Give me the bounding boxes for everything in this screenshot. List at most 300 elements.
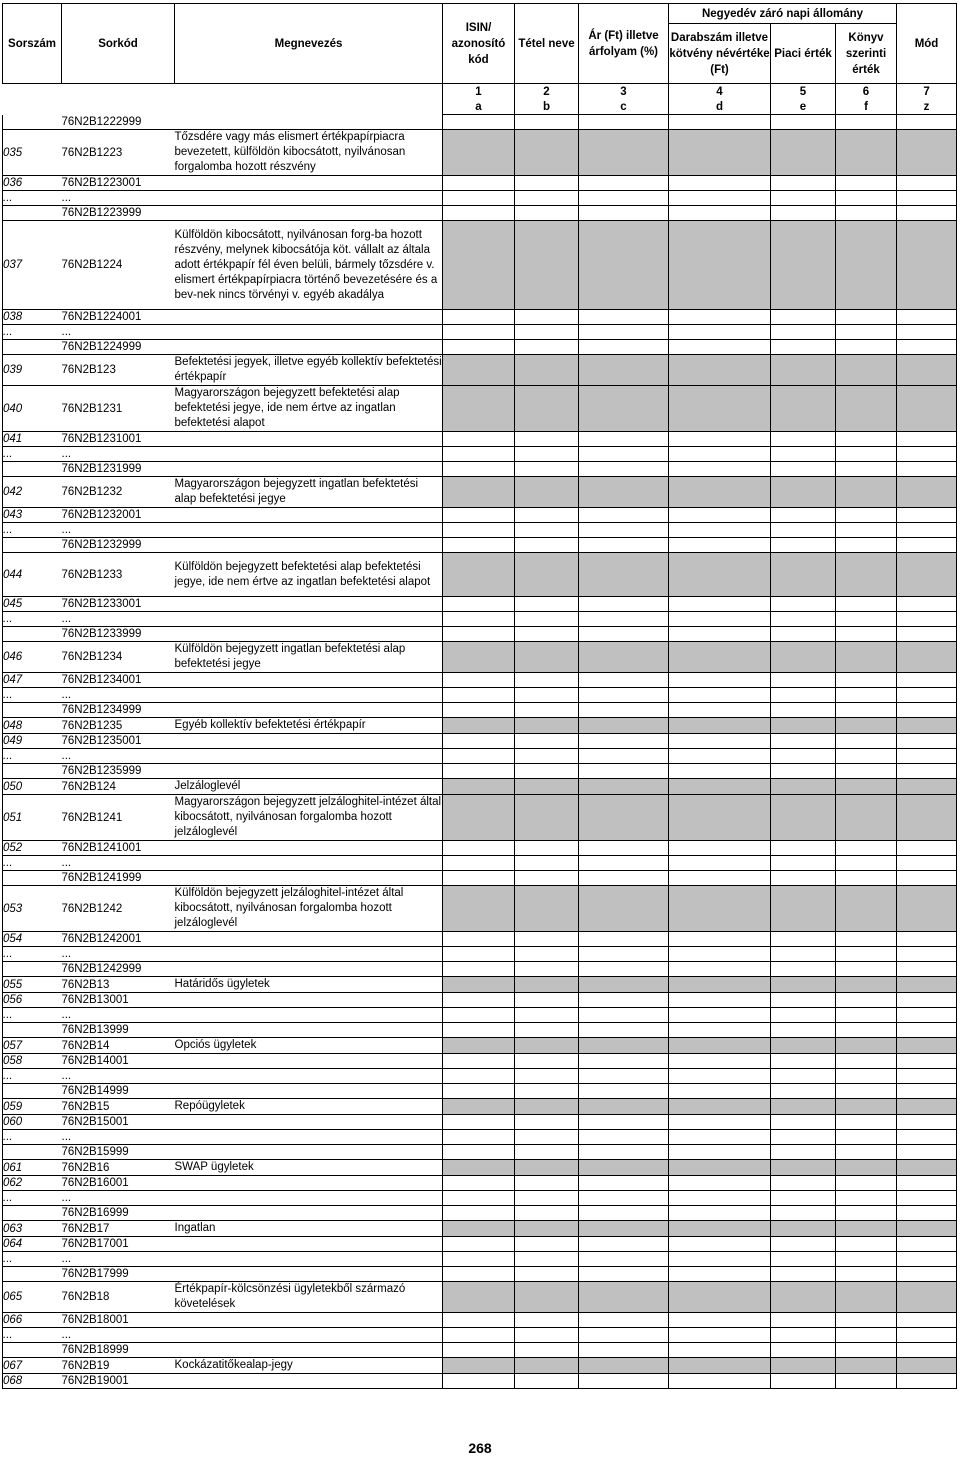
shaded-cell[interactable]	[579, 1160, 669, 1176]
input-cell[interactable]	[669, 538, 771, 553]
input-cell[interactable]	[897, 115, 957, 130]
shaded-cell[interactable]	[515, 1038, 579, 1054]
input-cell[interactable]	[515, 310, 579, 325]
input-cell[interactable]	[515, 432, 579, 447]
input-cell[interactable]	[443, 462, 515, 477]
shaded-cell[interactable]	[515, 386, 579, 432]
shaded-cell[interactable]	[836, 1221, 897, 1237]
input-cell[interactable]	[579, 1343, 669, 1358]
input-cell[interactable]	[515, 325, 579, 340]
input-cell[interactable]	[669, 1237, 771, 1252]
shaded-cell[interactable]	[443, 642, 515, 673]
shaded-cell[interactable]	[515, 718, 579, 734]
shaded-cell[interactable]	[669, 779, 771, 795]
input-cell[interactable]	[579, 310, 669, 325]
input-cell[interactable]	[771, 627, 836, 642]
input-cell[interactable]	[515, 538, 579, 553]
shaded-cell[interactable]	[669, 1038, 771, 1054]
shaded-cell[interactable]	[669, 642, 771, 673]
input-cell[interactable]	[515, 1252, 579, 1267]
shaded-cell[interactable]	[515, 977, 579, 993]
shaded-cell[interactable]	[579, 386, 669, 432]
input-cell[interactable]	[669, 932, 771, 947]
input-cell[interactable]	[897, 612, 957, 627]
input-cell[interactable]	[669, 703, 771, 718]
input-cell[interactable]	[515, 1374, 579, 1389]
input-cell[interactable]	[579, 1267, 669, 1282]
input-cell[interactable]	[897, 538, 957, 553]
input-cell[interactable]	[443, 1054, 515, 1069]
shaded-cell[interactable]	[836, 977, 897, 993]
input-cell[interactable]	[579, 993, 669, 1008]
input-cell[interactable]	[897, 962, 957, 977]
input-cell[interactable]	[897, 734, 957, 749]
input-cell[interactable]	[897, 749, 957, 764]
input-cell[interactable]	[669, 447, 771, 462]
input-cell[interactable]	[443, 1237, 515, 1252]
input-cell[interactable]	[579, 597, 669, 612]
input-cell[interactable]	[579, 462, 669, 477]
input-cell[interactable]	[836, 115, 897, 130]
input-cell[interactable]	[897, 841, 957, 856]
input-cell[interactable]	[669, 206, 771, 221]
input-cell[interactable]	[443, 1130, 515, 1145]
input-cell[interactable]	[443, 1023, 515, 1038]
input-cell[interactable]	[669, 688, 771, 703]
shaded-cell[interactable]	[669, 1282, 771, 1313]
input-cell[interactable]	[515, 340, 579, 355]
shaded-cell[interactable]	[443, 1160, 515, 1176]
input-cell[interactable]	[443, 115, 515, 130]
input-cell[interactable]	[836, 993, 897, 1008]
input-cell[interactable]	[515, 1313, 579, 1328]
shaded-cell[interactable]	[771, 355, 836, 386]
input-cell[interactable]	[771, 115, 836, 130]
input-cell[interactable]	[579, 1084, 669, 1099]
input-cell[interactable]	[443, 856, 515, 871]
input-cell[interactable]	[515, 206, 579, 221]
input-cell[interactable]	[515, 1237, 579, 1252]
input-cell[interactable]	[579, 340, 669, 355]
shaded-cell[interactable]	[836, 1282, 897, 1313]
shaded-cell[interactable]	[669, 1099, 771, 1115]
input-cell[interactable]	[771, 612, 836, 627]
shaded-cell[interactable]	[897, 1358, 957, 1374]
input-cell[interactable]	[443, 734, 515, 749]
shaded-cell[interactable]	[836, 1358, 897, 1374]
input-cell[interactable]	[897, 340, 957, 355]
input-cell[interactable]	[579, 1054, 669, 1069]
shaded-cell[interactable]	[515, 779, 579, 795]
shaded-cell[interactable]	[443, 1221, 515, 1237]
input-cell[interactable]	[771, 871, 836, 886]
input-cell[interactable]	[515, 1176, 579, 1191]
input-cell[interactable]	[579, 673, 669, 688]
input-cell[interactable]	[515, 947, 579, 962]
input-cell[interactable]	[443, 447, 515, 462]
input-cell[interactable]	[579, 1191, 669, 1206]
input-cell[interactable]	[669, 462, 771, 477]
input-cell[interactable]	[897, 627, 957, 642]
input-cell[interactable]	[669, 962, 771, 977]
input-cell[interactable]	[515, 841, 579, 856]
shaded-cell[interactable]	[669, 477, 771, 508]
input-cell[interactable]	[771, 1145, 836, 1160]
input-cell[interactable]	[669, 115, 771, 130]
input-cell[interactable]	[579, 749, 669, 764]
shaded-cell[interactable]	[579, 779, 669, 795]
shaded-cell[interactable]	[897, 130, 957, 176]
input-cell[interactable]	[897, 1176, 957, 1191]
input-cell[interactable]	[443, 310, 515, 325]
input-cell[interactable]	[443, 1313, 515, 1328]
input-cell[interactable]	[443, 538, 515, 553]
input-cell[interactable]	[836, 462, 897, 477]
input-cell[interactable]	[669, 1313, 771, 1328]
input-cell[interactable]	[836, 1008, 897, 1023]
input-cell[interactable]	[515, 932, 579, 947]
shaded-cell[interactable]	[897, 1221, 957, 1237]
input-cell[interactable]	[515, 1008, 579, 1023]
input-cell[interactable]	[443, 764, 515, 779]
input-cell[interactable]	[897, 1069, 957, 1084]
input-cell[interactable]	[443, 871, 515, 886]
shaded-cell[interactable]	[836, 642, 897, 673]
input-cell[interactable]	[669, 1054, 771, 1069]
input-cell[interactable]	[579, 432, 669, 447]
input-cell[interactable]	[443, 1343, 515, 1358]
shaded-cell[interactable]	[515, 221, 579, 310]
input-cell[interactable]	[897, 1023, 957, 1038]
input-cell[interactable]	[836, 1145, 897, 1160]
input-cell[interactable]	[771, 310, 836, 325]
input-cell[interactable]	[669, 1176, 771, 1191]
input-cell[interactable]	[579, 856, 669, 871]
shaded-cell[interactable]	[836, 718, 897, 734]
input-cell[interactable]	[836, 432, 897, 447]
input-cell[interactable]	[771, 1237, 836, 1252]
shaded-cell[interactable]	[515, 1099, 579, 1115]
input-cell[interactable]	[771, 597, 836, 612]
shaded-cell[interactable]	[515, 1358, 579, 1374]
input-cell[interactable]	[897, 325, 957, 340]
shaded-cell[interactable]	[897, 355, 957, 386]
input-cell[interactable]	[669, 1252, 771, 1267]
shaded-cell[interactable]	[836, 477, 897, 508]
shaded-cell[interactable]	[897, 221, 957, 310]
shaded-cell[interactable]	[897, 1038, 957, 1054]
input-cell[interactable]	[771, 1176, 836, 1191]
shaded-cell[interactable]	[515, 553, 579, 597]
input-cell[interactable]	[579, 764, 669, 779]
input-cell[interactable]	[771, 1374, 836, 1389]
shaded-cell[interactable]	[515, 477, 579, 508]
input-cell[interactable]	[443, 325, 515, 340]
input-cell[interactable]	[515, 1069, 579, 1084]
shaded-cell[interactable]	[669, 886, 771, 932]
input-cell[interactable]	[836, 1206, 897, 1221]
shaded-cell[interactable]	[515, 795, 579, 841]
shaded-cell[interactable]	[669, 553, 771, 597]
input-cell[interactable]	[836, 1191, 897, 1206]
input-cell[interactable]	[443, 432, 515, 447]
input-cell[interactable]	[897, 1008, 957, 1023]
input-cell[interactable]	[897, 206, 957, 221]
shaded-cell[interactable]	[443, 718, 515, 734]
input-cell[interactable]	[515, 688, 579, 703]
input-cell[interactable]	[579, 871, 669, 886]
input-cell[interactable]	[579, 688, 669, 703]
input-cell[interactable]	[515, 462, 579, 477]
input-cell[interactable]	[669, 1145, 771, 1160]
input-cell[interactable]	[897, 191, 957, 206]
input-cell[interactable]	[515, 856, 579, 871]
input-cell[interactable]	[771, 538, 836, 553]
input-cell[interactable]	[836, 508, 897, 523]
shaded-cell[interactable]	[771, 886, 836, 932]
input-cell[interactable]	[443, 612, 515, 627]
input-cell[interactable]	[836, 703, 897, 718]
input-cell[interactable]	[579, 1374, 669, 1389]
input-cell[interactable]	[443, 1267, 515, 1282]
input-cell[interactable]	[579, 932, 669, 947]
input-cell[interactable]	[669, 340, 771, 355]
shaded-cell[interactable]	[771, 977, 836, 993]
input-cell[interactable]	[771, 1328, 836, 1343]
input-cell[interactable]	[897, 597, 957, 612]
input-cell[interactable]	[515, 1145, 579, 1160]
input-cell[interactable]	[443, 627, 515, 642]
input-cell[interactable]	[836, 325, 897, 340]
input-cell[interactable]	[836, 734, 897, 749]
shaded-cell[interactable]	[771, 718, 836, 734]
input-cell[interactable]	[771, 734, 836, 749]
input-cell[interactable]	[579, 1328, 669, 1343]
input-cell[interactable]	[515, 1343, 579, 1358]
input-cell[interactable]	[836, 1054, 897, 1069]
shaded-cell[interactable]	[579, 977, 669, 993]
shaded-cell[interactable]	[579, 886, 669, 932]
input-cell[interactable]	[669, 508, 771, 523]
shaded-cell[interactable]	[771, 795, 836, 841]
input-cell[interactable]	[669, 841, 771, 856]
shaded-cell[interactable]	[669, 1358, 771, 1374]
input-cell[interactable]	[897, 1130, 957, 1145]
input-cell[interactable]	[836, 1252, 897, 1267]
input-cell[interactable]	[771, 1343, 836, 1358]
shaded-cell[interactable]	[836, 1099, 897, 1115]
shaded-cell[interactable]	[579, 795, 669, 841]
input-cell[interactable]	[515, 1191, 579, 1206]
input-cell[interactable]	[443, 1145, 515, 1160]
input-cell[interactable]	[669, 1084, 771, 1099]
shaded-cell[interactable]	[669, 977, 771, 993]
input-cell[interactable]	[443, 1069, 515, 1084]
shaded-cell[interactable]	[515, 1282, 579, 1313]
input-cell[interactable]	[579, 703, 669, 718]
input-cell[interactable]	[897, 993, 957, 1008]
input-cell[interactable]	[579, 1145, 669, 1160]
input-cell[interactable]	[771, 1313, 836, 1328]
input-cell[interactable]	[771, 932, 836, 947]
shaded-cell[interactable]	[771, 1221, 836, 1237]
input-cell[interactable]	[771, 1069, 836, 1084]
input-cell[interactable]	[579, 447, 669, 462]
shaded-cell[interactable]	[443, 477, 515, 508]
shaded-cell[interactable]	[443, 779, 515, 795]
input-cell[interactable]	[836, 1023, 897, 1038]
input-cell[interactable]	[771, 673, 836, 688]
shaded-cell[interactable]	[669, 130, 771, 176]
shaded-cell[interactable]	[771, 1282, 836, 1313]
shaded-cell[interactable]	[443, 553, 515, 597]
shaded-cell[interactable]	[669, 718, 771, 734]
shaded-cell[interactable]	[579, 355, 669, 386]
input-cell[interactable]	[836, 1237, 897, 1252]
shaded-cell[interactable]	[579, 1282, 669, 1313]
input-cell[interactable]	[669, 764, 771, 779]
input-cell[interactable]	[897, 688, 957, 703]
input-cell[interactable]	[443, 523, 515, 538]
input-cell[interactable]	[897, 932, 957, 947]
input-cell[interactable]	[579, 947, 669, 962]
input-cell[interactable]	[669, 947, 771, 962]
shaded-cell[interactable]	[669, 355, 771, 386]
input-cell[interactable]	[836, 176, 897, 191]
input-cell[interactable]	[443, 206, 515, 221]
input-cell[interactable]	[579, 523, 669, 538]
input-cell[interactable]	[771, 1130, 836, 1145]
input-cell[interactable]	[836, 612, 897, 627]
input-cell[interactable]	[771, 1206, 836, 1221]
input-cell[interactable]	[669, 1343, 771, 1358]
input-cell[interactable]	[897, 1115, 957, 1130]
input-cell[interactable]	[579, 841, 669, 856]
input-cell[interactable]	[669, 734, 771, 749]
input-cell[interactable]	[669, 1191, 771, 1206]
shaded-cell[interactable]	[897, 977, 957, 993]
shaded-cell[interactable]	[669, 1221, 771, 1237]
input-cell[interactable]	[836, 538, 897, 553]
input-cell[interactable]	[579, 1252, 669, 1267]
input-cell[interactable]	[579, 1237, 669, 1252]
input-cell[interactable]	[579, 1176, 669, 1191]
shaded-cell[interactable]	[836, 355, 897, 386]
input-cell[interactable]	[515, 523, 579, 538]
input-cell[interactable]	[771, 1252, 836, 1267]
input-cell[interactable]	[836, 1069, 897, 1084]
input-cell[interactable]	[669, 856, 771, 871]
input-cell[interactable]	[771, 432, 836, 447]
input-cell[interactable]	[515, 673, 579, 688]
input-cell[interactable]	[579, 176, 669, 191]
input-cell[interactable]	[515, 115, 579, 130]
input-cell[interactable]	[771, 1115, 836, 1130]
shaded-cell[interactable]	[515, 130, 579, 176]
input-cell[interactable]	[836, 749, 897, 764]
input-cell[interactable]	[443, 176, 515, 191]
input-cell[interactable]	[897, 176, 957, 191]
shaded-cell[interactable]	[443, 386, 515, 432]
input-cell[interactable]	[836, 856, 897, 871]
shaded-cell[interactable]	[897, 1099, 957, 1115]
input-cell[interactable]	[836, 1343, 897, 1358]
input-cell[interactable]	[897, 856, 957, 871]
input-cell[interactable]	[836, 932, 897, 947]
input-cell[interactable]	[443, 673, 515, 688]
shaded-cell[interactable]	[771, 130, 836, 176]
input-cell[interactable]	[836, 523, 897, 538]
shaded-cell[interactable]	[771, 779, 836, 795]
input-cell[interactable]	[771, 856, 836, 871]
input-cell[interactable]	[515, 1206, 579, 1221]
input-cell[interactable]	[579, 206, 669, 221]
input-cell[interactable]	[515, 1054, 579, 1069]
input-cell[interactable]	[579, 1130, 669, 1145]
input-cell[interactable]	[897, 1191, 957, 1206]
input-cell[interactable]	[515, 734, 579, 749]
input-cell[interactable]	[443, 1176, 515, 1191]
shaded-cell[interactable]	[897, 779, 957, 795]
shaded-cell[interactable]	[669, 386, 771, 432]
shaded-cell[interactable]	[836, 886, 897, 932]
input-cell[interactable]	[771, 749, 836, 764]
shaded-cell[interactable]	[836, 130, 897, 176]
input-cell[interactable]	[443, 1252, 515, 1267]
shaded-cell[interactable]	[836, 779, 897, 795]
input-cell[interactable]	[771, 1023, 836, 1038]
shaded-cell[interactable]	[836, 553, 897, 597]
input-cell[interactable]	[669, 1328, 771, 1343]
input-cell[interactable]	[443, 932, 515, 947]
input-cell[interactable]	[443, 947, 515, 962]
input-cell[interactable]	[443, 1206, 515, 1221]
shaded-cell[interactable]	[515, 886, 579, 932]
input-cell[interactable]	[443, 993, 515, 1008]
input-cell[interactable]	[515, 1023, 579, 1038]
shaded-cell[interactable]	[443, 221, 515, 310]
input-cell[interactable]	[579, 1069, 669, 1084]
input-cell[interactable]	[771, 206, 836, 221]
shaded-cell[interactable]	[579, 1099, 669, 1115]
input-cell[interactable]	[515, 508, 579, 523]
shaded-cell[interactable]	[443, 977, 515, 993]
input-cell[interactable]	[771, 508, 836, 523]
input-cell[interactable]	[771, 1191, 836, 1206]
input-cell[interactable]	[771, 993, 836, 1008]
input-cell[interactable]	[771, 523, 836, 538]
input-cell[interactable]	[669, 1008, 771, 1023]
shaded-cell[interactable]	[771, 1358, 836, 1374]
input-cell[interactable]	[579, 191, 669, 206]
input-cell[interactable]	[669, 523, 771, 538]
shaded-cell[interactable]	[579, 1358, 669, 1374]
input-cell[interactable]	[836, 597, 897, 612]
shaded-cell[interactable]	[897, 1282, 957, 1313]
shaded-cell[interactable]	[443, 795, 515, 841]
input-cell[interactable]	[443, 749, 515, 764]
shaded-cell[interactable]	[579, 477, 669, 508]
input-cell[interactable]	[897, 1252, 957, 1267]
input-cell[interactable]	[836, 1115, 897, 1130]
shaded-cell[interactable]	[579, 221, 669, 310]
input-cell[interactable]	[515, 993, 579, 1008]
input-cell[interactable]	[669, 612, 771, 627]
input-cell[interactable]	[515, 1328, 579, 1343]
shaded-cell[interactable]	[579, 718, 669, 734]
input-cell[interactable]	[897, 1374, 957, 1389]
shaded-cell[interactable]	[897, 386, 957, 432]
